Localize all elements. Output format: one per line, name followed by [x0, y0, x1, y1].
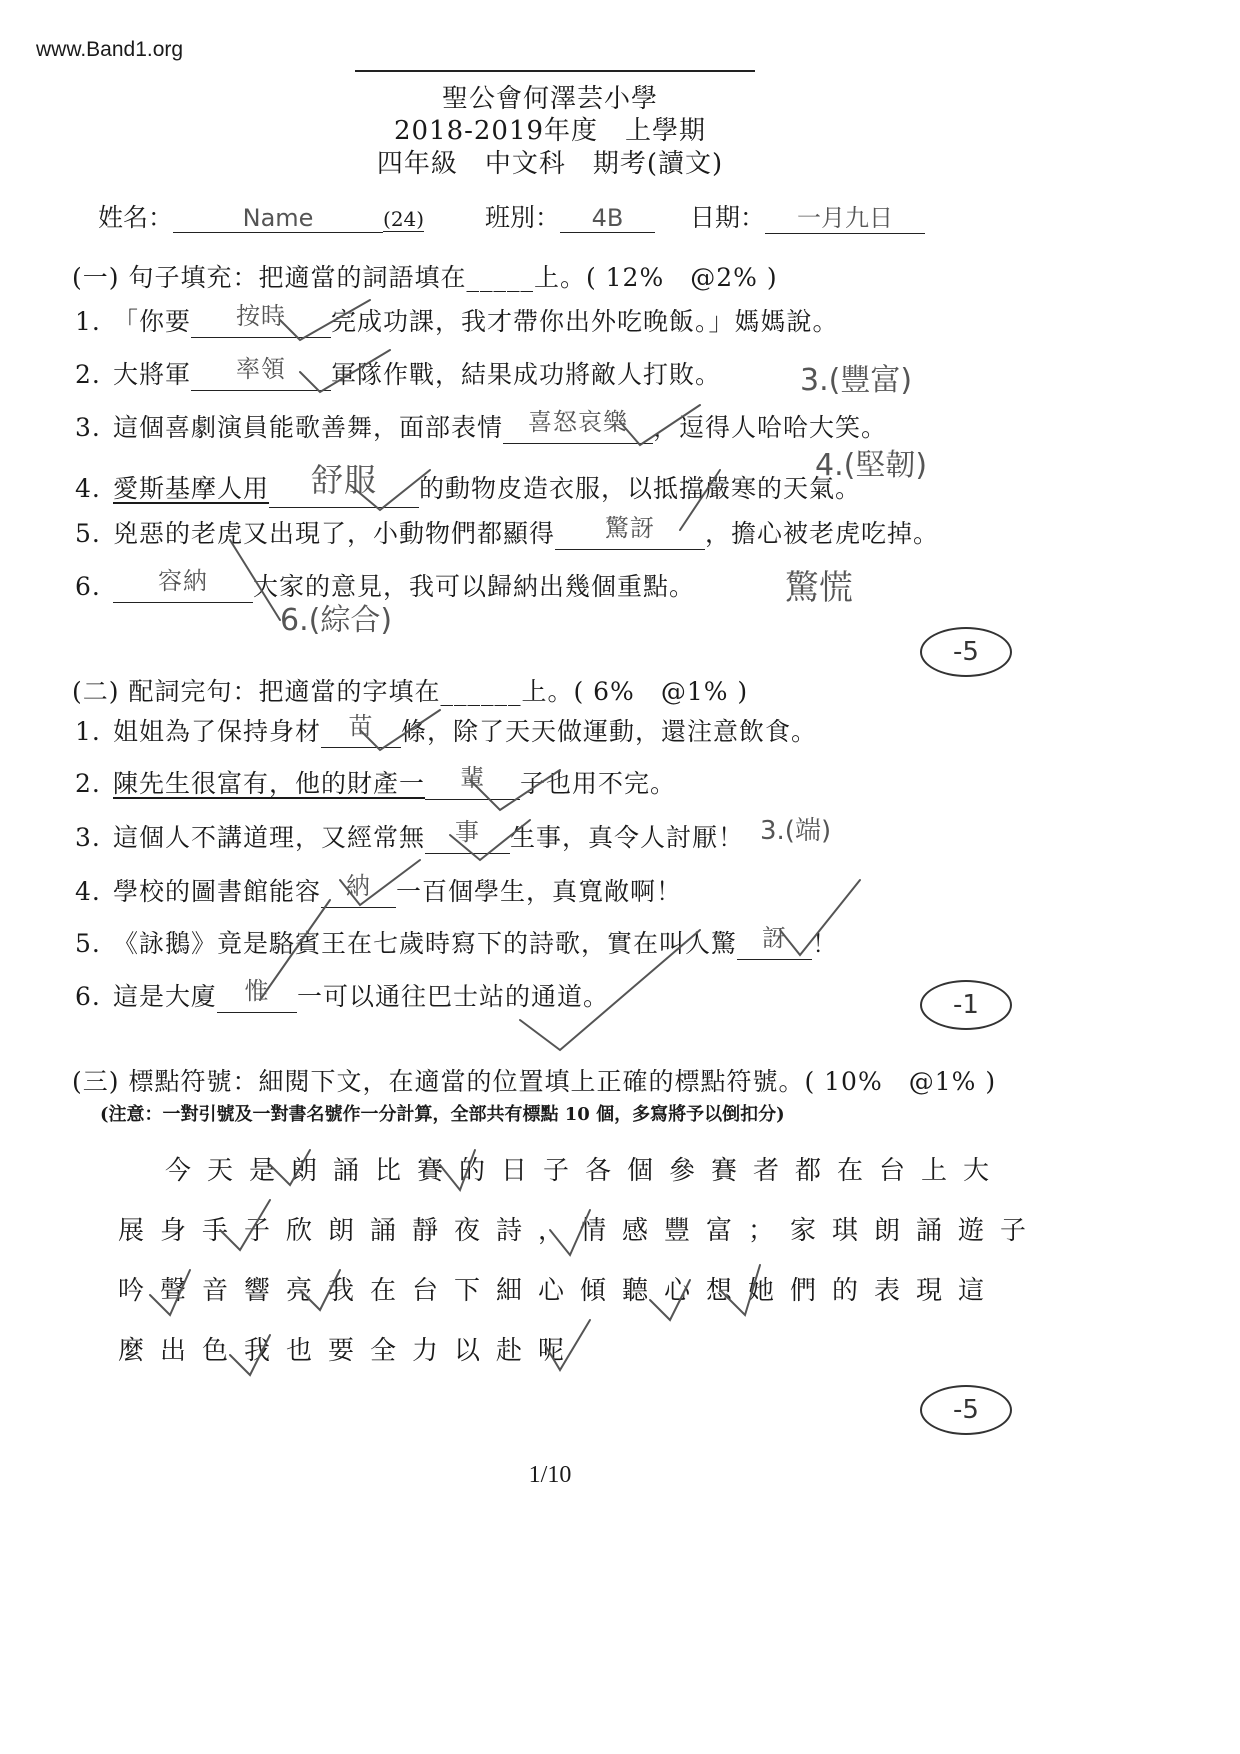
check-mark — [450, 820, 530, 860]
section1-question-2: 2. 大將軍 率領 軍隊作戰，結果成功將敵人打敗。 — [75, 355, 722, 389]
cross-mark — [680, 470, 720, 530]
page-number: 1/10 — [528, 1462, 572, 1488]
answer: 按時 — [236, 302, 287, 330]
date-value: 一月九日 — [765, 198, 925, 234]
section1-score: -5 — [920, 627, 1012, 677]
answer: 喜怒哀樂 — [528, 408, 629, 436]
section2-question-5: 5. 《詠鵝》竟是駱賓王在七歲時寫下的詩歌，實在叫人驚 訝 ！ — [75, 924, 839, 958]
check-mark — [360, 710, 440, 750]
answer: 驚訝 — [605, 514, 656, 542]
check-mark — [280, 300, 370, 340]
school-name: 聖公會何澤芸小學 — [441, 84, 658, 114]
answer: 容納 — [158, 567, 208, 595]
check-mark — [350, 470, 430, 510]
section2-question-6: 6. 這是大廈 惟 一可以通往巴士站的通道。 — [75, 977, 610, 1011]
cross-mark — [230, 540, 280, 620]
student-number: (24) — [383, 207, 425, 231]
exam-title: 四年級 中文科 期考(讀文) — [376, 149, 724, 179]
section2-score: -1 — [920, 980, 1012, 1030]
section1-question-4: 4. 愛斯基摩人用 舒服 的動物皮造衣服，以抵擋嚴寒的天氣。 — [75, 461, 861, 508]
check-mark — [230, 1335, 270, 1375]
check-mark — [270, 1150, 310, 1185]
check-mark — [545, 1320, 590, 1370]
name-value: Name — [173, 204, 383, 233]
correction-note: 3.(豐富) — [800, 363, 913, 398]
answer: 訝 — [762, 924, 788, 952]
answer: 舒服 — [311, 461, 378, 499]
correction-note: 6.(綜合) — [280, 603, 393, 638]
section3-title: (三) 標點符號：細閱下文，在適當的位置填上正確的標點符號。( 10% @1% ) — [72, 1067, 997, 1096]
answer: 納 — [346, 872, 372, 900]
passage-line-4: 麼出色我也要全力以赴呢 — [118, 1336, 581, 1366]
check-mark — [720, 1265, 760, 1315]
check-mark — [300, 350, 390, 392]
cross-mark — [260, 900, 330, 1000]
school-year: 2018-2019年度 上學期 — [393, 116, 707, 146]
answer: 事 — [455, 818, 481, 846]
check-mark — [470, 770, 560, 810]
check-mark — [220, 1200, 270, 1250]
answer: 苗 — [348, 712, 374, 740]
correction-note: 驚慌 — [785, 568, 853, 608]
section1-question-6: 6. 容納 大家的意見，我可以歸納出幾個重點。 — [75, 567, 696, 601]
passage-line-3: 吟聲音響亮我在台下細心傾聽心想她們的表現這 — [118, 1276, 1001, 1306]
section2-question-4: 4. 學校的圖書館能容 納 一百個學生，真寬敞啊！ — [75, 872, 683, 906]
watermark: www.Band1.org — [36, 38, 184, 61]
section1-title: (一) 句子填充：把適當的詞語填在_____上。( 12% @2% ) — [72, 263, 778, 292]
check-mark — [520, 930, 700, 1050]
section1-question-5: 5. 兇惡的老虎又出現了，小動物們都顯得 驚訝 ，擔心被老虎吃掉。 — [75, 514, 940, 548]
check-mark — [780, 880, 860, 955]
section1-question-3: 3. 這個喜劇演員能歌善舞，面部表情 喜怒哀樂 ，逗得人哈哈大笑。 — [75, 408, 888, 442]
correction-note: 4.(堅韌) — [815, 448, 928, 483]
passage-line-1: 今天是朗誦比賽的日子各個參賽者都在台上大 — [165, 1156, 1006, 1186]
check-mark — [650, 1280, 690, 1320]
class-label: 班別： — [485, 203, 561, 232]
correction-note: 3.(端) — [760, 816, 832, 846]
section2-question-3: 3. 這個人不講道理，又經常無 事 生事，真令人討厭！ — [75, 818, 745, 852]
date-label: 日期： — [690, 203, 766, 232]
section2-question-2: 2. 陳先生很富有，他的財產一 輩 子也用不完。 — [75, 764, 677, 798]
answer: 率領 — [236, 355, 287, 383]
section2-question-1: 1. 姐姐為了保持身材 苗 條，除了天天做運動，還注意飲食。 — [75, 712, 818, 746]
check-mark — [300, 1270, 340, 1310]
section1-question-1: 1. 「你要 按時 完成功課，我才帶你出外吃晚飯。」媽媽說。 — [75, 302, 839, 336]
check-mark — [440, 1150, 475, 1190]
answer: 惟 — [244, 977, 270, 1005]
section3-note: (注意：一對引號及一對書名號作一分計算，全部共有標點 10 個，多寫將予以倒扣分) — [100, 1104, 785, 1125]
check-mark — [620, 405, 700, 445]
name-label: 姓名： — [98, 203, 174, 232]
answer: 輩 — [460, 764, 486, 792]
section3-score: -5 — [920, 1385, 1012, 1435]
passage-line-2: 展身手子欣朗誦靜夜詩，情感豐富；家琪朗誦遊子 — [118, 1216, 1043, 1246]
check-mark — [550, 1210, 590, 1255]
check-mark — [340, 860, 420, 905]
section2-title: (二) 配詞完句：把適當的字填在______上。( 6% @1% ) — [72, 677, 749, 706]
check-mark — [150, 1270, 190, 1315]
class-value: 4B — [560, 204, 655, 233]
